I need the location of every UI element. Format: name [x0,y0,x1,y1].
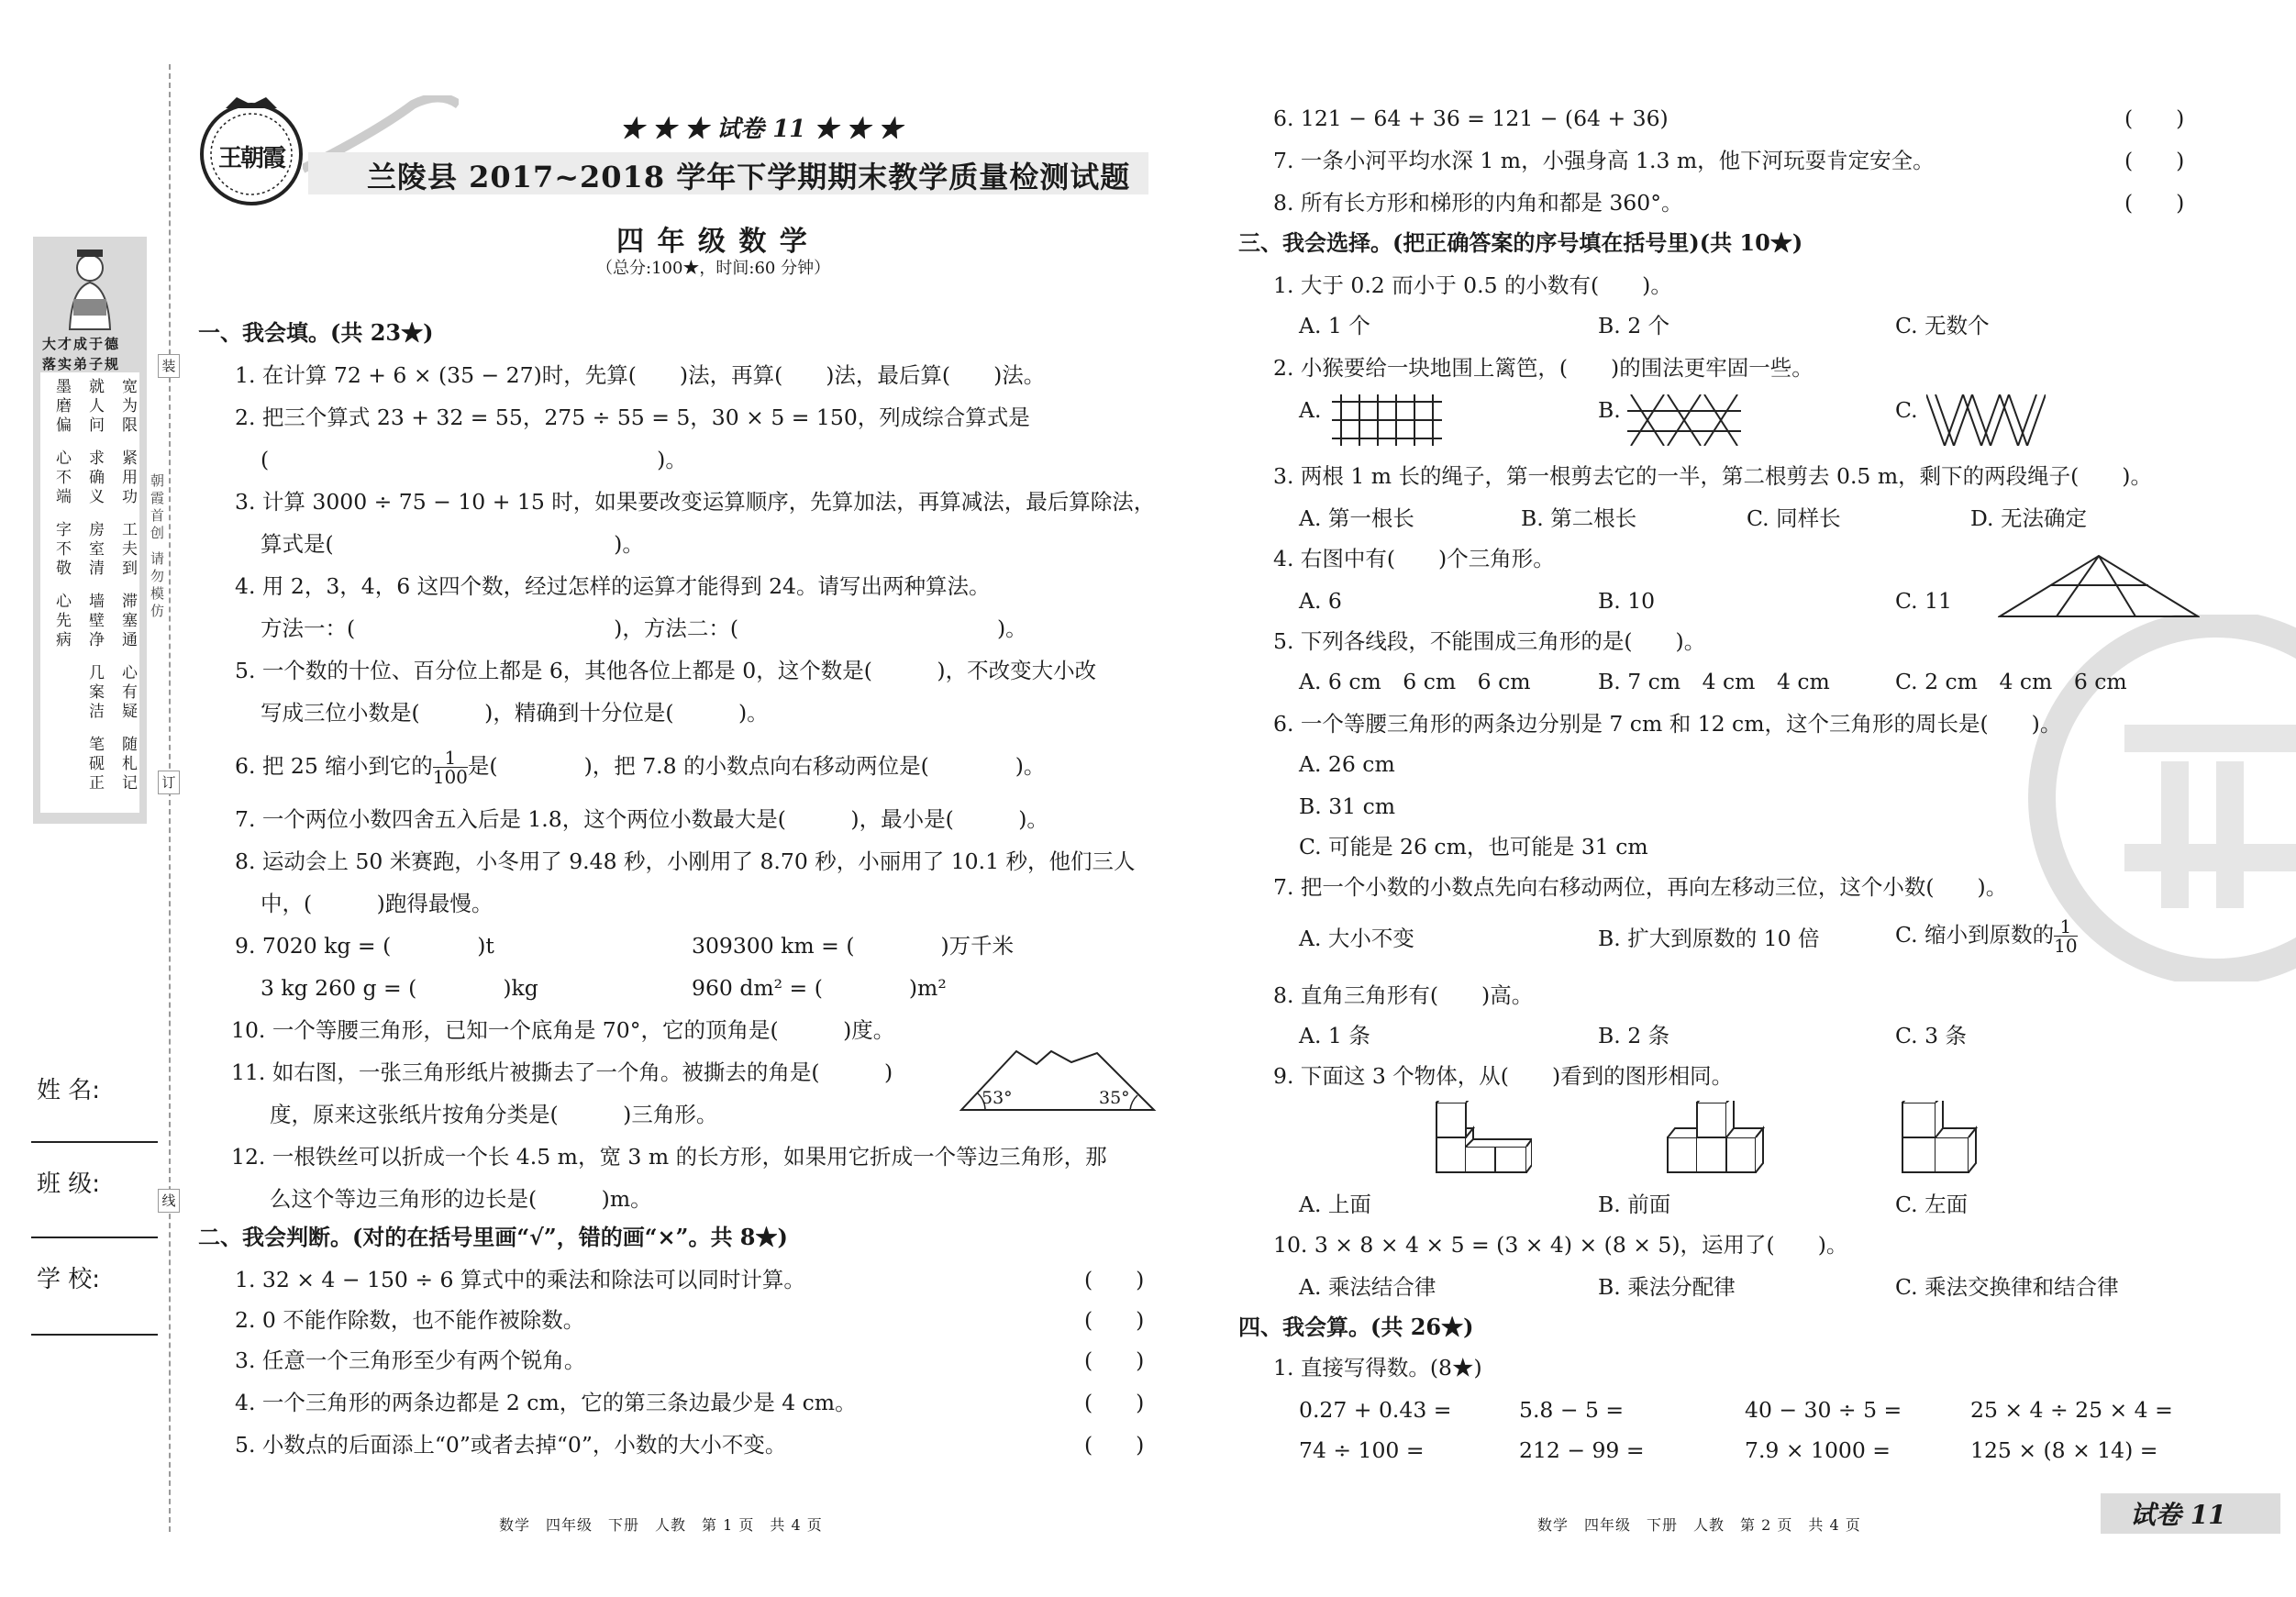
logo-text: 王朝霞 [218,145,285,172]
p1-q2a: 2. 把三个算式 23 + 32 = 55，275 ÷ 55 = 5，30 × 5 = 150，列成综合算式是 [235,405,1030,430]
p2-item-8: 8. 所有长方形和梯形的内角和都是 360°。 [1273,190,1683,216]
p3-q6-b[interactable]: B. 31 cm [1299,793,1396,819]
p2-answer-5[interactable]: ( ) [1084,1432,1145,1458]
p1-q1: 1. 在计算 72 + 6 × (35 − 27)时，先算( )法，再算( )法，最后算( )法。 [235,362,1046,388]
p1-q6 [235,743,1045,789]
angle-53-label: 53° [982,1088,1013,1108]
fraction-denominator: 100 [432,766,468,788]
calc-item: 74 ÷ 100 = [1299,1437,1425,1463]
p3-q7-b[interactable]: B. 扩大到原数的 10 倍 [1598,926,1820,951]
motto-col: 房室清 [85,521,104,579]
p1-q11a: 11. 如右图，一张三角形纸片被撕去了一个角。被撕去的角是( ) [231,1059,893,1085]
motto-sidebar [33,237,147,824]
p3-q9-b[interactable]: B. 前面 [1598,1192,1671,1217]
exam-title: 兰陵县 2017~2018 学年下学期期末教学质量检测试题 [367,160,1131,194]
motto-col: 工夫到 [118,521,137,579]
p1-q7: 7. 一个两位小数四舍五入后是 1.8，这个两位小数最大是( )，最小是( )。 [235,806,1048,832]
cube-figure-3 [1901,1101,1978,1174]
p3-q3-c[interactable]: C. 同样长 [1747,505,1841,531]
motto-col: 字不敬 [52,521,71,579]
p1-q9b2: 960 dm² = ( )m² [692,975,947,1001]
angle-35-label: 35° [1099,1088,1130,1108]
footer-badge: 试卷 11 [2130,1500,2226,1530]
p3-q5-c[interactable]: C. 2 cm 4 cm 6 cm [1895,669,2127,694]
fence-zigzag-figure [1926,394,2046,446]
section-3-heading: 三、我会选择。(把正确答案的序号填在括号里)(共 10★) [1238,229,1803,256]
class-field[interactable] [31,1237,158,1238]
fraction-numerator: 1 [433,749,468,768]
motto-col: 心有疑 [118,664,137,722]
calc-item: 0.27 + 0.43 = [1299,1397,1452,1423]
p2-answer-3[interactable]: ( ) [1084,1347,1145,1373]
subject-title: 四 年 级 数 学 [616,226,809,258]
binding-tab-2: 订 [158,771,180,794]
scholar-figure-icon [53,242,127,334]
section-2-heading: 二、我会判断。(对的在括号里画“√”，错的画“×”。共 8★) [198,1224,788,1250]
motto-col: 笔砚正 [85,736,104,793]
p1-q5a: 5. 一个数的十位、百分位上都是 6，其他各位上都是 0，这个数是( )，不改变大小改 [235,658,1097,683]
motto-col: 就人问 [85,378,104,436]
triangle-count-figure [1998,552,2200,620]
motto-col: 几案洁 [85,664,104,722]
p3-q6: 6. 一个等腰三角形的两条边分别是 7 cm 和 12 cm，这个三角形的周长是( )。 [1273,711,2062,737]
p1-q10: 10. 一个等腰三角形，已知一个底角是 70°，它的顶角是( )度。 [231,1017,895,1043]
p3-q8-c[interactable]: C. 3 条 [1895,1023,1968,1048]
binding-line [169,64,171,1532]
paper-number: ★ ★ ★ 试卷 11 ★ ★ ★ [620,116,903,143]
p3-q4-a[interactable]: A. 6 [1299,588,1342,614]
p3-q5: 5. 下列各线段，不能围成三角形的是( )。 [1273,628,1706,654]
p1-q8a: 8. 运动会上 50 米赛跑，小冬用了 9.48 秒，小刚用了 8.70 秒，小丽用了 10.1 秒，他们三人 [235,848,1136,874]
p1-q6-fraction [433,749,468,786]
p1-q9a2: 309300 km = ( )万千米 [692,933,1015,959]
p3-q9-a[interactable]: A. 上面 [1299,1192,1371,1217]
calc-item: 212 − 99 = [1519,1437,1645,1463]
p2-answer-8[interactable]: ( ) [2124,190,2185,216]
p3-q6-c[interactable]: C. 可能是 26 cm，也可能是 31 cm [1299,834,1648,859]
motto-col: 心不端 [52,449,71,507]
p3-q4-c[interactable]: C. 11 [1895,588,1952,614]
calc-item: 40 − 30 ÷ 5 = [1745,1397,1902,1423]
p3-q2: 2. 小猴要给一块地围上篱笆，( )的围法更牢固一些。 [1273,355,1814,381]
p1-q12a: 12. 一根铁丝可以折成一个长 4.5 m，宽 3 m 的长方形，如果用它折成一个等边三角形，那 [231,1144,1107,1170]
p1-q4b: 方法一：( )，方法二：( )。 [261,616,1027,641]
fence-cross-figure [1627,394,1741,446]
motto-col: 随札记 [118,736,137,793]
name-field[interactable] [31,1141,158,1143]
p3-q7-c-text: C. 缩小到原数的 [1895,922,2055,948]
fraction-denominator: 10 [2054,935,2078,957]
calc-item: 7.9 × 1000 = [1745,1437,1891,1463]
section-4-heading: 四、我会算。(共 26★) [1238,1314,1474,1340]
name-label: 姓 名: [37,1077,101,1104]
p2-answer-7[interactable]: ( ) [2124,148,2185,173]
exam-info: （总分:100★，时间:60 分钟） [596,259,831,278]
p3-q8-b[interactable]: B. 2 条 [1598,1023,1670,1048]
p2-item-6: 6. 121 − 64 + 36 = 121 − (64 + 36) [1273,105,1669,131]
motto-col: 墨磨偏 [52,378,71,436]
p1-q2b: ( )。 [261,447,687,472]
fence-grid-figure [1332,394,1442,446]
calc-item: 5.8 − 5 = [1519,1397,1625,1423]
calc-item: 125 × (8 × 14) = [1970,1437,2158,1463]
p3-q3-b[interactable]: B. 第二根长 [1521,505,1637,531]
p3-q9: 9. 下面这 3 个物体，从( )看到的图形相同。 [1273,1063,1734,1089]
fraction-numerator: 1 [2054,917,2077,937]
class-label: 班 级: [37,1170,101,1198]
calc-item: 25 × 4 ÷ 25 × 4 = [1970,1397,2173,1423]
motto-col: 墙壁净 [85,593,104,650]
p2-item-2: 2. 0 不能作除数，也不能作被除数。 [235,1307,585,1333]
p3-q3-a[interactable]: A. 第一根长 [1299,505,1414,531]
p1-q4a: 4. 用 2，3，4，6 这四个数，经过怎样的运算才能得到 24。请写出两种算法。 [235,573,991,599]
p3-q7: 7. 把一个小数的小数点先向右移动两位，再向左移动三位，这个小数( )。 [1273,874,2008,900]
p3-q10-a[interactable]: A. 乘法结合律 [1299,1274,1436,1300]
p2-answer-1[interactable]: ( ) [1084,1267,1145,1292]
motto-col: 宽为限 [118,378,137,436]
p3-q7-fraction [2054,917,2077,955]
p3-q8: 8. 直角三角形有( )高。 [1273,982,1534,1008]
binding-tab-3: 线 [158,1189,180,1213]
p2-item-3: 3. 任意一个三角形至少有两个锐角。 [235,1347,586,1373]
p1-q3b: 算式是( )。 [261,531,644,557]
p3-q10-c[interactable]: C. 乘法交换律和结合律 [1895,1274,2119,1300]
p3-q3-d[interactable]: D. 无法确定 [1970,505,2087,531]
p3-q7-c[interactable] [1895,912,2078,958]
binding-tab-1: 装 [158,354,180,378]
side-note: 朝霞首创 请勿模仿 [149,473,165,621]
p1-q9b1: 3 kg 260 g = ( )kg [261,975,538,1001]
motto-col: 心先病 [52,593,71,650]
p3-q4-b[interactable]: B. 10 [1598,588,1656,614]
p2-answer-4[interactable]: ( ) [1084,1390,1145,1415]
p3-q8-a[interactable]: A. 1 条 [1299,1023,1370,1048]
motto-line-1: 大才成于德 [42,336,121,352]
p3-q10-b[interactable]: B. 乘法分配律 [1598,1274,1736,1300]
p1-q6-post: 是( )，把 7.8 的小数点向右移动两位是( )。 [467,753,1046,779]
p3-q4: 4. 右图中有( )个三角形。 [1273,546,1555,571]
p3-q2-c[interactable]: C. [1895,397,1918,423]
school-field[interactable] [31,1334,158,1336]
p3-q10: 10. 3 × 8 × 4 × 5 = (3 × 4) × (8 × 5)，运用了( )。 [1273,1232,1848,1258]
cube-figure-2 [1666,1101,1767,1174]
p2-item-1: 1. 32 × 4 − 150 ÷ 6 算式中的乘法和除法可以同时计算。 [235,1267,805,1292]
p3-q6-a[interactable]: A. 26 cm [1299,751,1395,777]
p1-q12b: 么这个等边三角形的边长是( )m。 [270,1186,652,1212]
p3-q1-a[interactable]: A. 1 个 [1299,313,1370,338]
p2-answer-2[interactable]: ( ) [1084,1307,1145,1333]
p3-q2-a[interactable]: A. [1299,397,1322,423]
school-label: 学 校: [37,1266,101,1293]
p1-q3a: 3. 计算 3000 ÷ 75 − 10 + 15 时，如果要改变运算顺序，先算加法，再算减法，最后算除法， [235,489,1156,515]
p1-q5b: 写成三位小数是( )，精确到十分位是( )。 [261,700,769,726]
cube-figure-1 [1435,1101,1532,1174]
p3-q5-b[interactable]: B. 7 cm 4 cm 4 cm [1598,669,1830,694]
p3-q1: 1. 大于 0.2 而小于 0.5 的小数有( )。 [1273,272,1672,298]
p1-q8b: 中，( )跑得最慢。 [261,891,494,916]
p2-item-7: 7. 一条小河平均水深 1 m，小强身高 1.3 m，他下河玩耍肯定安全。 [1273,148,1935,173]
p2-item-5: 5. 小数点的后面添上“0”或者去掉“0”，小数的大小不变。 [235,1432,787,1458]
footer-left: 数学 四年级 下册 人教 第 1 页 共 4 页 [499,1516,823,1534]
p3-q1-b[interactable]: B. 2 个 [1598,313,1670,338]
section-1-heading: 一、我会填。(共 23★) [198,319,434,346]
motto-columns [40,372,139,813]
motto-col: 滞塞通 [118,593,137,650]
p1-q9a1: 9. 7020 kg = ( )t [235,933,494,959]
p3-q5-a[interactable]: A. 6 cm 6 cm 6 cm [1299,669,1531,694]
p3-q9-c[interactable]: C. 左面 [1895,1192,1969,1217]
p3-q1-c[interactable]: C. 无数个 [1895,313,1990,338]
p3-q3: 3. 两根 1 m 长的绳子，第一根剪去它的一半，第二根剪去 0.5 m，剩下的两段绳子( )。 [1273,463,2152,489]
p2-answer-6[interactable]: ( ) [2124,105,2185,131]
p1-q11b: 度，原来这张纸片按角分类是( )三角形。 [270,1102,718,1127]
footer-right: 数学 四年级 下册 人教 第 2 页 共 4 页 [1537,1516,1861,1534]
p3-q2-b[interactable]: B. [1598,397,1621,423]
motto-col: 求确义 [85,449,104,507]
p3-q7-a[interactable]: A. 大小不变 [1299,926,1414,951]
motto-col: 紧用功 [118,449,137,507]
p1-q6-pre: 6. 把 25 缩小到它的 [235,753,433,779]
p2-item-4: 4. 一个三角形的两条边都是 2 cm，它的第三条边最少是 4 cm。 [235,1390,857,1415]
p4-sub1: 1. 直接写得数。(8★) [1273,1355,1482,1381]
motto-line-2: 落实弟子规 [42,356,121,372]
